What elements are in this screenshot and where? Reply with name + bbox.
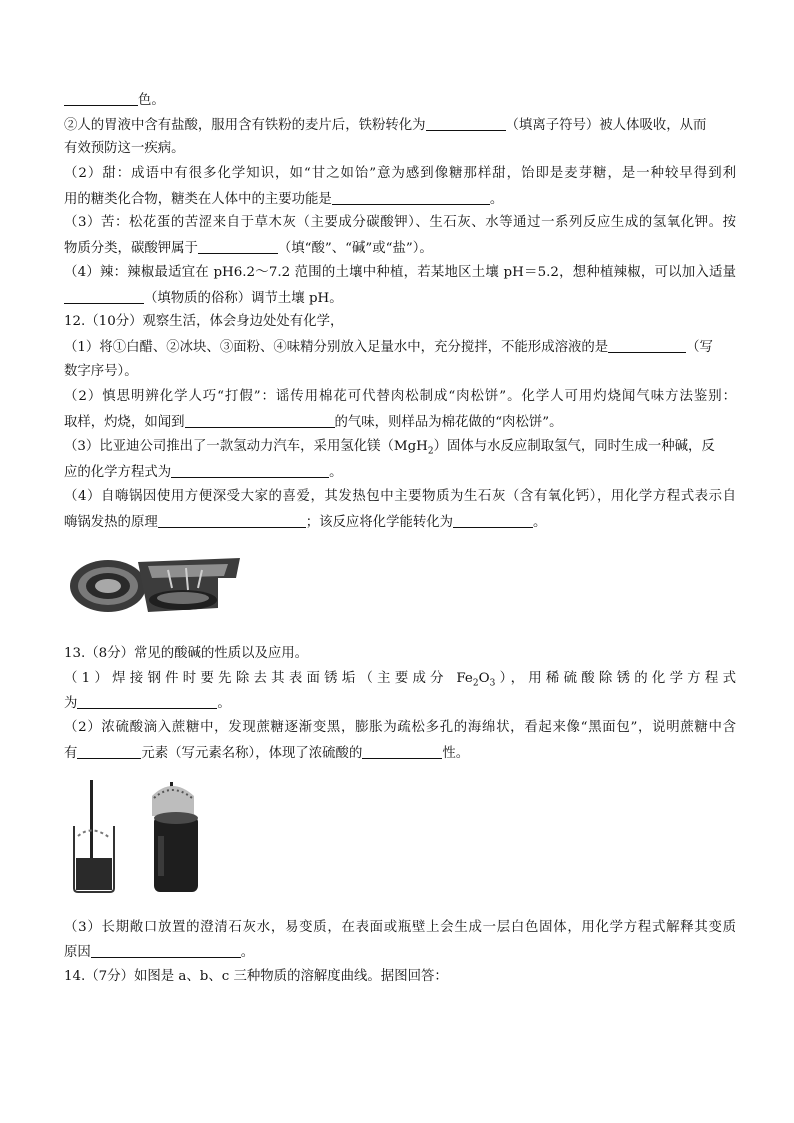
black-bread-experiment-figure: [66, 776, 216, 896]
q11-1-iron-line: ②人的胃液中含有盐酸，服用含有铁粉的麦片后，铁粉转化为 （填离子符号）被人体吸收，从而: [64, 118, 707, 133]
q13-1-line: （1）焊接钢件时要先除去其表面锈垢（主要成分 $Fe_2O_3$），用稀硫酸除锈的化学方程式: [64, 671, 736, 688]
answer-blank[interactable]: [171, 463, 329, 478]
answer-blank[interactable]: [198, 239, 278, 254]
q12-1-line: （1）将①白醋、②冰块、③面粉、④味精分别放入足量水中，充分搅拌，不能形成溶液的是 （写: [64, 340, 713, 355]
q13-2-line: （2）浓硫酸滴入蔗糖中，发现蔗糖逐渐变黑，膨胀为疏松多孔的海绵状，看起来像“黑面包”，说明蔗糖中含: [64, 720, 736, 735]
q12-1-line-cont: 数字序号）。: [64, 364, 138, 379]
answer-blank[interactable]: [64, 289, 144, 304]
q11-4-spicy-line: （4）辣：辣椒最适宜在 pH6.2～7.2 范围的土壤中种植，若某地区土壤 pH＝5.2，想种植辣椒，可以加入适量: [64, 265, 736, 280]
answer-blank[interactable]: [185, 413, 335, 428]
answer-blank[interactable]: [608, 338, 686, 353]
q13-2-line-cont: 有 元素（写元素名称），体现了浓硫酸的 性。: [64, 746, 470, 761]
q12-4-line: （4）自嗨锅因使用方便深受大家的喜爱，其发热包中主要物质为生石灰（含有氧化钙），用化学方程式表示自: [64, 489, 736, 504]
q13-1-line-cont: 为 。: [64, 696, 231, 711]
answer-blank[interactable]: [91, 943, 241, 958]
answer-blank[interactable]: [453, 513, 533, 528]
q13-3-line: （3）长期敞口放置的澄清石灰水，易变质，在表面或瓶壁上会生成一层白色固体，用化学方程式解释其变质: [64, 920, 736, 935]
answer-blank[interactable]: [362, 744, 442, 759]
q13-heading: 13.（8分）常见的酸碱的性质以及应用。: [64, 646, 309, 661]
q12-2-line-cont: 取样，灼烧，如闻到 的气味，则样品为棉花做的“肉松饼”。: [64, 415, 563, 430]
answer-blank[interactable]: [77, 694, 217, 709]
q12-3-line-cont: 应的化学方程式为 。: [64, 465, 343, 480]
q14-heading: 14.（7分）如图是 a、b、c 三种物质的溶解度曲线。据图回答：: [64, 969, 448, 984]
q12-4-line-cont: 嗨锅发热的原理 ；该反应将化学能转化为 。: [64, 515, 547, 530]
q11-4-spicy-line-cont: （填物质的俗称）调节土壤 pH。: [64, 289, 736, 308]
q12-2-line: （2）慎思明辨化学人巧“打假”：谣传用棉花可代替肉松制成“肉松饼”。化学人可用灼烧闻气味方法鉴别：: [64, 389, 736, 404]
q12-3-line: （3）比亚迪公司推出了一款氢动力汽车，采用氢化镁（MgH$_2$）固体与水反应制取氢气，同时生成一种碱，反: [64, 439, 715, 456]
q12-heading: 12.（10分）观察生活，体会身边处处有化学，: [64, 314, 344, 329]
self-heating-pot-figure: [68, 548, 246, 618]
answer-blank[interactable]: [64, 91, 138, 106]
q11-1-iron-line-cont: 有效预防这一疾病。: [64, 141, 185, 156]
q11-3-bitter-line-cont: 物质分类，碳酸钾属于 （填“酸”、“碱”或“盐”）。: [64, 241, 433, 256]
answer-blank[interactable]: [77, 744, 141, 759]
answer-blank[interactable]: [332, 190, 490, 205]
q11-2-sweet-line-cont: 用的糖类化合物，糖类在人体中的主要功能是 。: [64, 192, 504, 207]
q11-2-sweet-line: （2）甜：成语中有很多化学知识，如“甘之如饴”意为感到像糖那样甜，饴即是麦芽糖，是一种较早得到利: [64, 166, 736, 181]
answer-blank[interactable]: [158, 513, 306, 528]
answer-blank[interactable]: [426, 116, 506, 131]
q11-1-color-line: 色。: [64, 91, 736, 110]
q13-3-line-cont: 原因 。: [64, 945, 255, 960]
q11-3-bitter-line: （3）苦：松花蛋的苦涩来自于草木灰（主要成分碳酸钾）、生石灰、水等通过一系列反应生成的氢氧化钾。按: [64, 215, 736, 230]
